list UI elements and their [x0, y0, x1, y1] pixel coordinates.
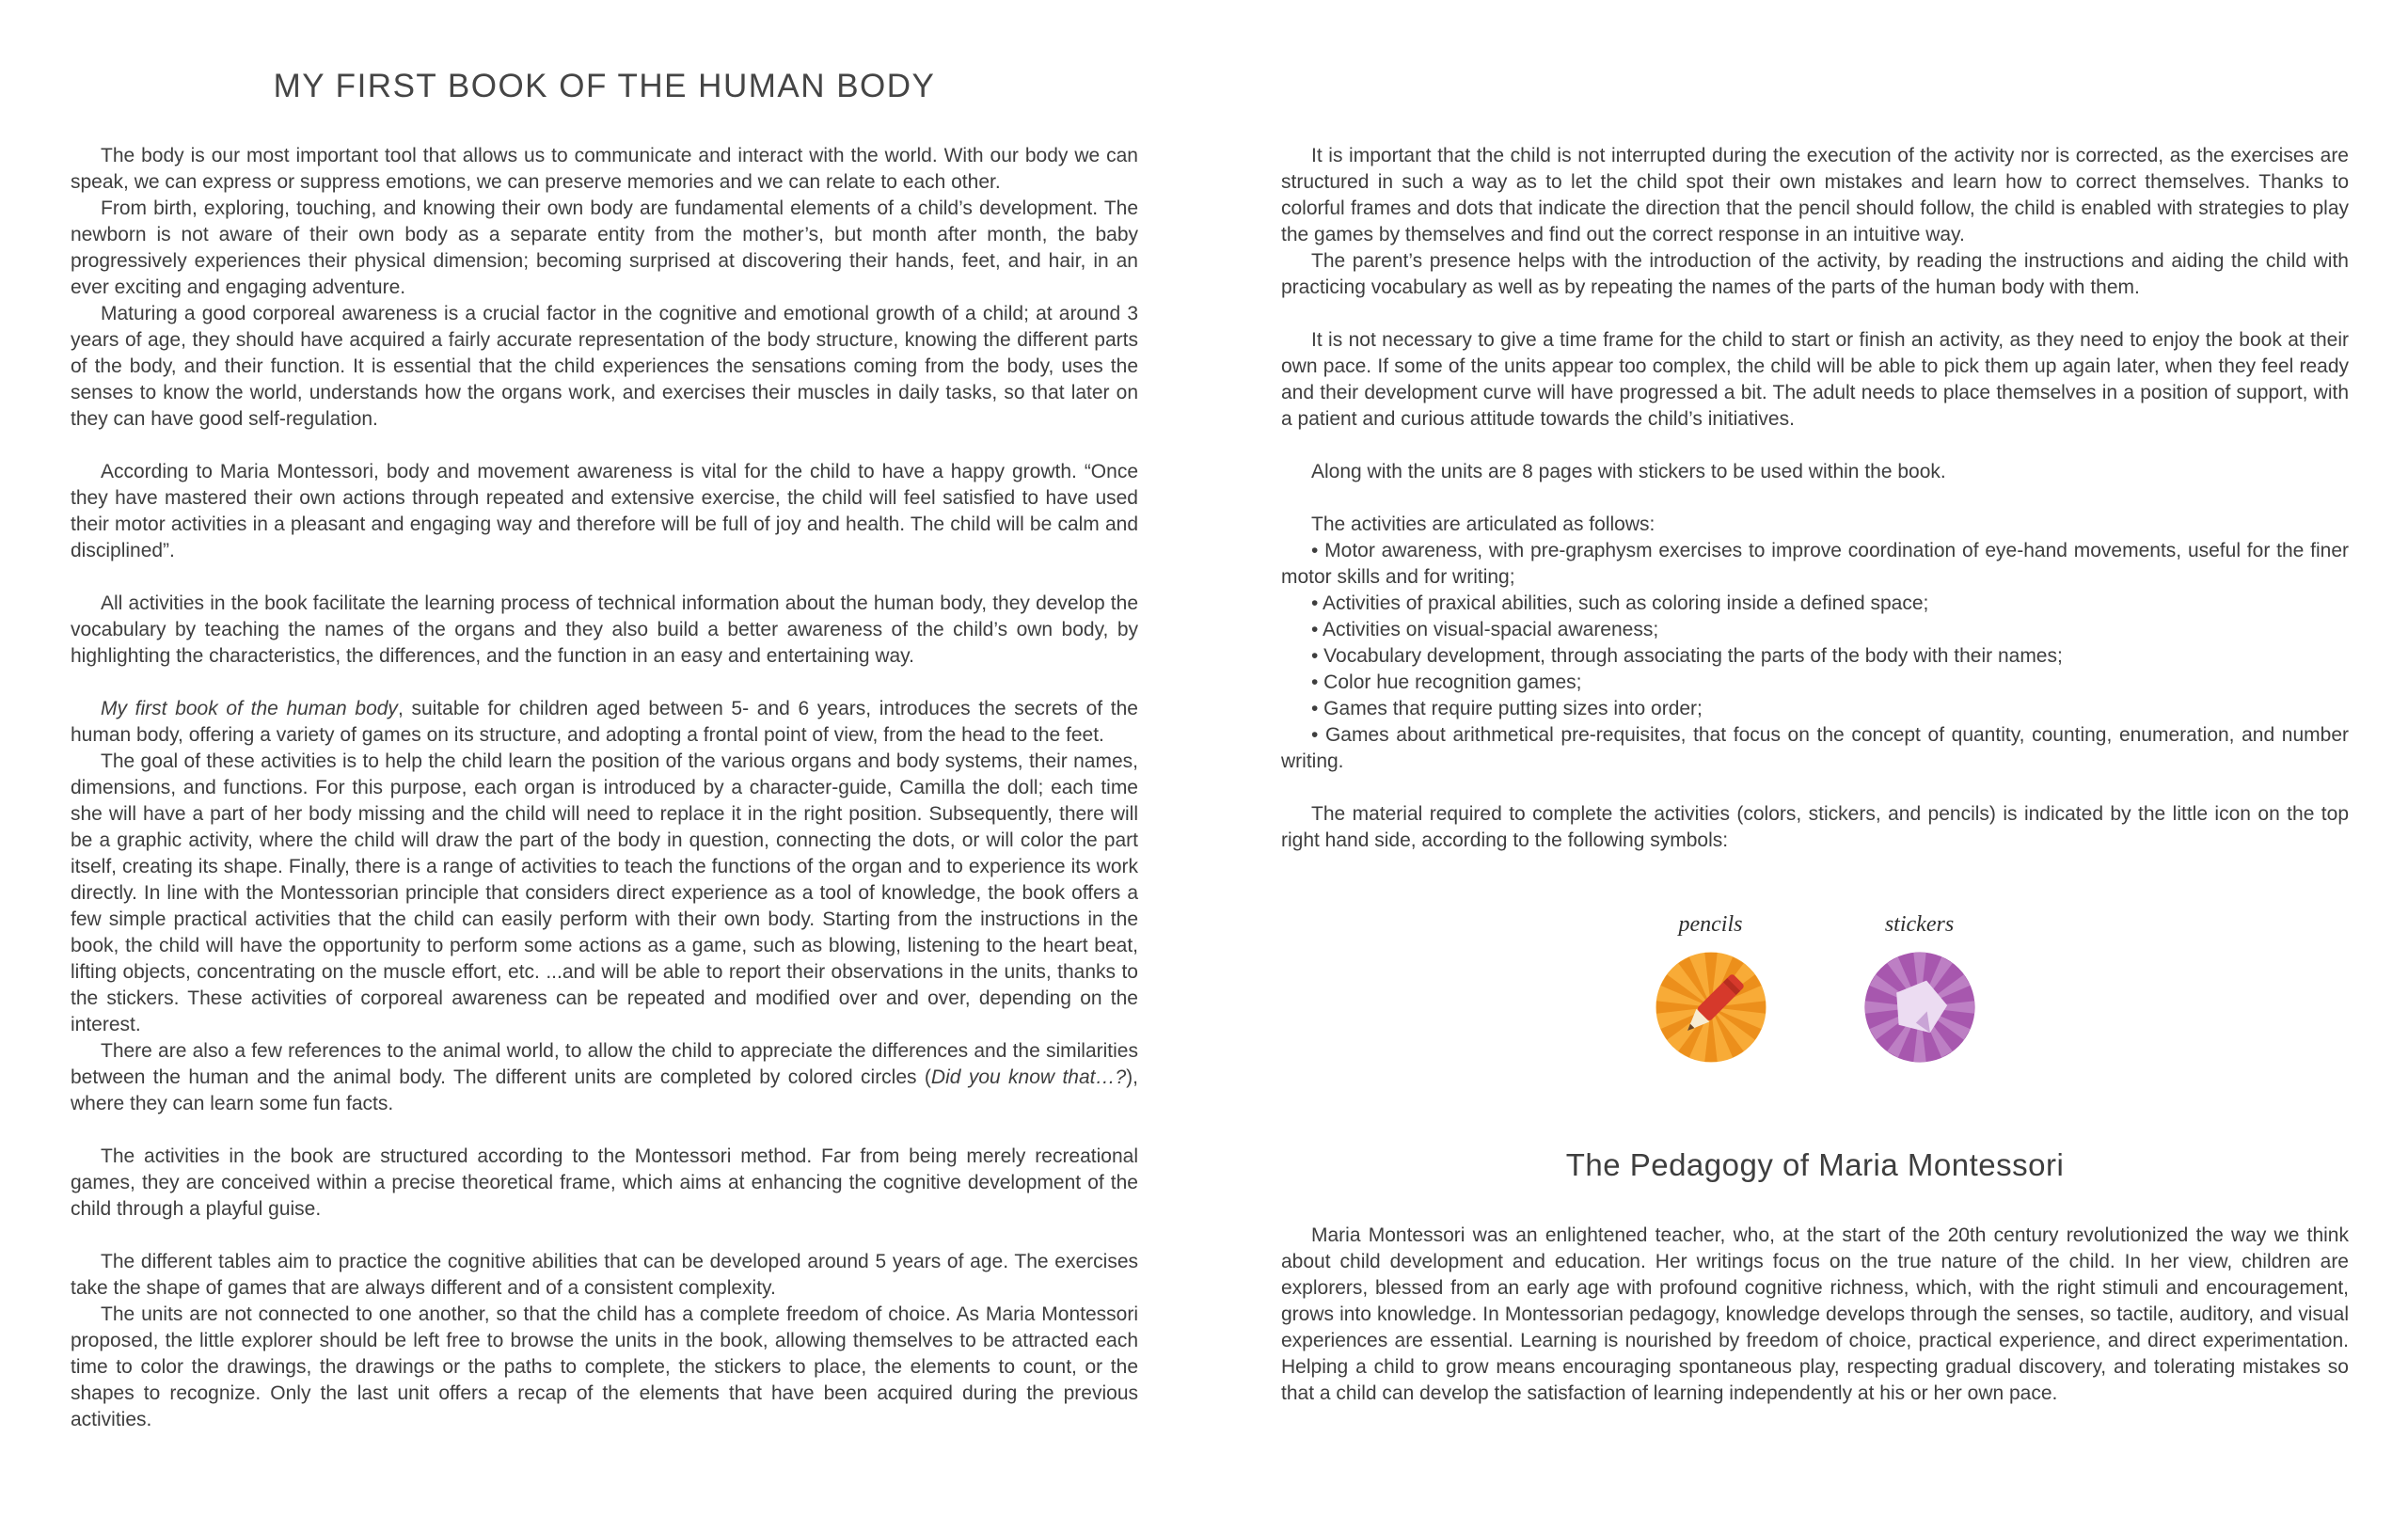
paragraph — [1281, 459, 2349, 485]
paragraph — [71, 749, 1138, 1038]
paragraph — [1281, 248, 2349, 301]
text-run: From birth, exploring, touching, and knowing their own body are fundamental elements of a child’s development. The newborn is not aware of their own body as a separate entity from the mother’s, but month after month, the baby progressively experiences their physical dimension; becoming surprised at discovering their hands, feet, and hair, in an ever exciting and engaging adventure. — [71, 197, 1138, 298]
text-run: , suitable for children aged between 5- and 6 years, introduces the secrets of the human body, offering a variety of games on its structure, and adopting a frontal point of view, from the head to the feet. — [71, 698, 1138, 746]
paragraph — [1281, 327, 2349, 433]
bullet-item — [1281, 591, 2349, 617]
right-page-top — [1281, 143, 2349, 538]
paragraph — [1281, 143, 2349, 248]
section-heading: The Pedagogy of Maria Montessori — [1565, 1147, 2065, 1182]
pencils-icon — [1654, 950, 1768, 1065]
text-run: • Games about arithmetical pre-requisites, that focus on the concept of quantity, counting, enumeration, and number writing. — [1281, 724, 2349, 772]
text-run: The parent’s presence helps with the introduction of the activity, by reading the instructions and aiding the child with practicing vocabulary as well as by repeating the names of the parts of the human body with them. — [1281, 250, 2349, 298]
paragraph — [71, 196, 1138, 301]
left-page — [71, 61, 1138, 1516]
text-run: The activities are articulated as follows: — [1311, 513, 1656, 535]
text-run: The body is our most important tool that allows us to communicate and interact with the world. With our body we can speak, we can express or suppress emotions, we can preserve memories and we can relate to each other. — [71, 145, 1138, 193]
left-page-body — [71, 143, 1138, 1433]
paragraph — [71, 1038, 1138, 1117]
text-run: The different tables aim to practice the cognitive abilities that can be developed around 5 years of age. The exercises take the shape of games that are always different and of a consistent complexity. — [71, 1251, 1138, 1299]
text-run: According to Maria Montessori, body and movement awareness is vital for the child to have a happy growth. “Once they have mastered their own actions through repeated and extensive exercise, the child will feel satisfied to have used their motor activities in a pleasant and engaging way and therefore will be full of joy and health. The child will be calm and disciplined”. — [71, 461, 1138, 561]
text-run: • Games that require putting sizes into order; — [1311, 698, 1703, 719]
page-title: MY FIRST BOOK OF THE HUMAN BODY — [273, 68, 936, 104]
text-run: The activities in the book are structured according to the Montessori method. Far from being merely recreational games, they are conceived within a precise theoretical frame, which aims at enhancing the cognitive development of the child through a playful guise. — [71, 1145, 1138, 1220]
text-run: • Color hue recognition games; — [1311, 671, 1582, 693]
text-run: It is not necessary to give a time frame for the child to start or finish an activity, as they need to enjoy the book at their own pace. If some of the units appear too complex, the child will be able to pick them up again later, when they feel ready and their development curve will have progressed a bit. The adult needs to place themselves in a position of support, with a patient and curious attitude towards the child’s initiatives. — [1281, 329, 2349, 430]
paragraph — [71, 301, 1138, 433]
pedagogy-body — [1281, 1223, 2349, 1407]
bullet-item — [1281, 643, 2349, 670]
bullet-item — [1281, 696, 2349, 722]
right-page — [1281, 61, 2349, 1516]
material-paragraph-block — [1281, 801, 2349, 854]
text-run: Along with the units are 8 pages with stickers to be used within the book. — [1311, 461, 1946, 482]
paragraph — [71, 459, 1138, 564]
text-run: All activities in the book facilitate the learning process of technical information about the human body, they develop the vocabulary by teaching the names of the organs and they also build a better awareness of the child’s own body, by highlighting the characteristics, the differences, and the function in an easy and entertaining way. — [71, 592, 1138, 667]
bullet-item — [1281, 722, 2349, 775]
italic-text-run: My first book of the human body — [101, 698, 398, 719]
text-run: • Activities of praxical abilities, such as coloring inside a defined space; — [1311, 592, 1929, 614]
text-run: The goal of these activities is to help the child learn the position of the various organs and body systems, their names, dimensions, and functions. For this purpose, each organ is introduced by a character-guide, Camilla the doll; each time she will have a part of her body missing and the child will need to replace it in the right position. Subsequently, there will be a graphic activity, where the child will draw the part of the body in question, connecting the dots, or will color the part itself, creating its shape. Finally, there is a range of activities to teach the functions of the organ and to experience its work directly. In line with the Montessorian principle that considers direct experience as a tool of knowledge, the book offers a few simple practical activities that the child can easily perform with their own body. Starting from the instructions in the book, the child will have the opportunity to perform some actions as a game, such as blowing, listening to the heart beat, lifting objects, concentrating on the muscle effort, etc. ...and will be able to report their observations in the units, thanks to the stickers. These activities of corporeal awareness can be repeated and modified over and over, depending on the interest. — [71, 750, 1138, 1035]
stickers-icon — [1862, 950, 1977, 1065]
text-run: There are also a few references to the animal world, to allow the child to appreciate the differences and the similarities between the human and the animal body. The different units are completed by colored circles ( — [71, 1040, 1138, 1088]
bullet-item — [1281, 538, 2349, 591]
paragraph — [1281, 512, 2349, 538]
text-run: • Vocabulary development, through associating the parts of the body with their names; — [1311, 645, 2063, 667]
text-run: Maturing a good corporeal awareness is a crucial factor in the cognitive and emotional growth of a child; at around 3 years of age, they should have acquired a fairly accurate representation of the body structure, knowing the different parts of the body, and their function. It is essential that the child experiences the sensations coming from the body, uses the senses to know the world, understands how the organs work, and exercises their muscles in daily tasks, so that later on they can have good self-regulation. — [71, 303, 1138, 430]
paragraph — [71, 696, 1138, 749]
paragraph — [71, 1144, 1138, 1223]
text-run: The units are not connected to one another, so that the child has a complete freedom of choice. As Maria Montessori proposed, the little explorer should be left free to browse the units in the book, allowing themselves to be attracted each time to color the drawings, the drawings or the paths to complete, the stickers to place, the elements to count, or the shapes to recognize. Only the last unit offers a recap of the elements that have been acquired during the previous activities. — [71, 1303, 1138, 1430]
text-run: It is important that the child is not interrupted during the execution of the activity nor is corrected, as the exercises are structured in such a way as to let the child spot their own mistakes and learn how to correct themselves. Thanks to colorful frames and dots that indicate the direction that the pencil should follow, the child is enabled with strategies to play the games by themselves and find out the correct response in an intuitive way. — [1281, 145, 2349, 245]
text-run: Maria Montessori was an enlightened teacher, who, at the start of the 20th century revolutionized the way we think about child development and education. Her writings focus on the true nature of the child. In her view, children are explorers, blessed from an early age with profound cognitive richness, which, with the right stimuli and encouragement, grows into knowledge. In Montessorian pedagogy, knowledge develops through the senses, so tactile, auditory, and visual experiences are essential. Learning is nourished by freedom of choice, practical experience, and direct experimentation. Helping a child to grow means encouraging spontaneous play, respecting gradual discovery, and tolerating mistakes so that a child can develop the satisfaction of learning independently at his or her own pace. — [1281, 1224, 2349, 1404]
bullet-item — [1281, 670, 2349, 696]
text-run: • Activities on visual-spacial awareness; — [1311, 619, 1659, 640]
activities-bullet-list — [1281, 538, 2349, 775]
paragraph — [1281, 1223, 2349, 1407]
material-symbols-row — [1281, 912, 2349, 1065]
bullet-item — [1281, 617, 2349, 643]
italic-text-run: Did you know that…? — [930, 1066, 1127, 1088]
paragraph — [71, 591, 1138, 670]
page-gutter — [1138, 61, 1281, 1516]
pencils-symbol — [1654, 912, 1768, 1065]
stickers-label: stickers — [1884, 912, 1955, 937]
paragraph — [71, 1302, 1138, 1433]
paragraph — [71, 143, 1138, 196]
text-run: ), where they can learn some fun facts. — [71, 1066, 1138, 1114]
text-run: • Motor awareness, with pre-graphysm exercises to improve coordination of eye-hand movements, useful for the finer motor skills and for writing; — [1281, 540, 2349, 588]
pencils-label: pencils — [1678, 912, 1743, 937]
stickers-symbol — [1862, 912, 1977, 1065]
text-run: The material required to complete the activities (colors, stickers, and pencils) is indicated by the little icon on the top right hand side, according to the following symbols: — [1281, 803, 2349, 851]
paragraph — [71, 1249, 1138, 1302]
paragraph — [1281, 801, 2349, 854]
